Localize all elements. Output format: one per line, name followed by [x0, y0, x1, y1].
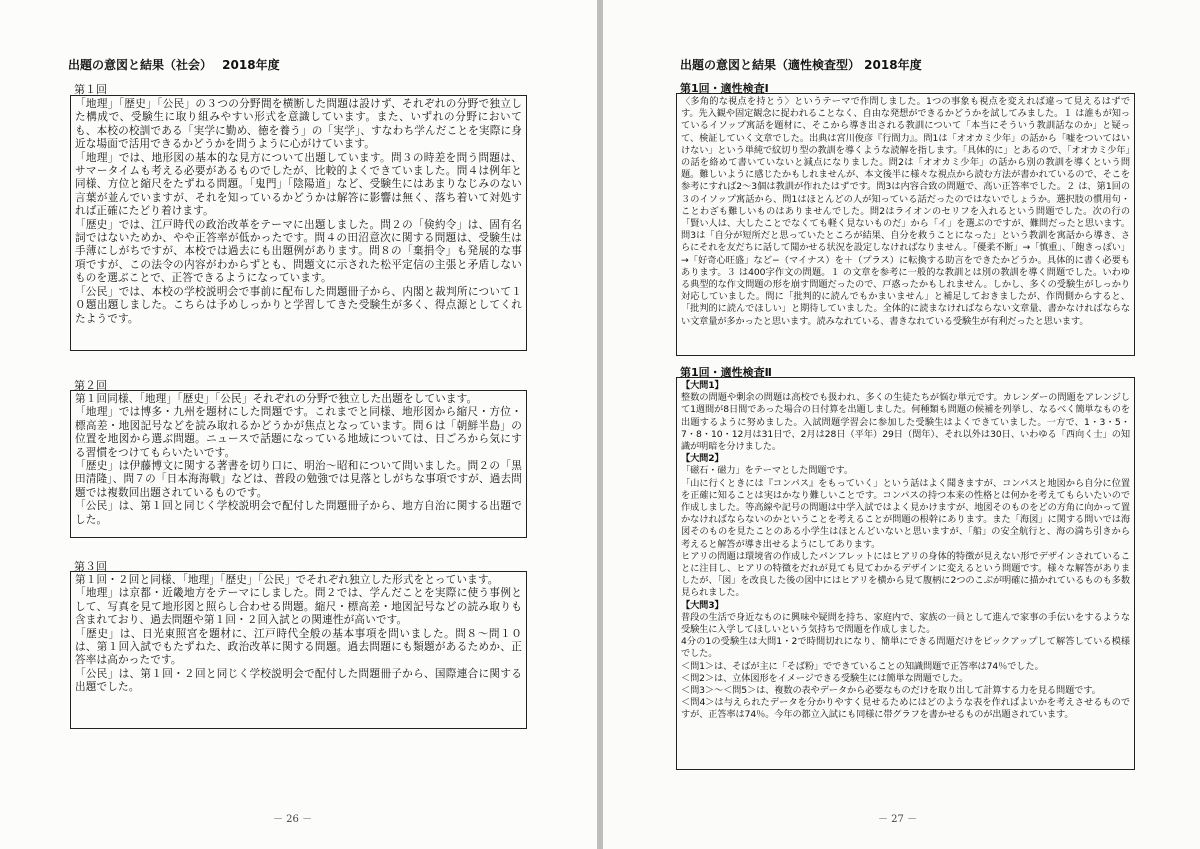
left-page-number: － 26 － [273, 814, 313, 825]
paragraph: 第１回同様、「地理」「歴史」「公民」それぞれの分野で独立した出題をしています。 [75, 393, 478, 405]
paragraph: 「山に行くときには『コンパス』をもっていく」という話はよく聞きますが、コンパスと地図から自分に位置を正確に知ることは実はかなり難しいことです。コンパスの持つ本来の性格とは何かを考えてもらいたいので作成しました。等高線や記号の問題は中学入試ではよく見かけますが、地図そのものをどの方角に向かって置かなければならないのかということを考えることが問題の根幹にあります。また「海図」に関する問いでは海図そのものを見たことのある小学生はほとんどいないと思いますが、「船」の安全航行と、海の満ち引きから考えると解答が導き出せるようにしてあります。 [681, 477, 1130, 550]
section-label-3: 第３回 [74, 560, 107, 573]
paragraph: 整数の問題や剰余の問題は高校でも扱われ、多くの生徒たちが悩む単元です。カレンダーの問題をアレンジして1週間が8日間であった場合の日付算を出題しました。何種類も問題の候補を列挙し、なるべく簡単なものを出題するように努めました。入試問題学習会に参加した受験生はよくできていました。一方で、1・3・5・7・8・10・12月は31日で、2月は28日（平年）29日（閏年）、それ以外は30日、いわゆる「西向く士」の知識が明暗を分けました。 [681, 392, 1130, 453]
section-label-aptitude-1: 第1回・適性検査Ⅰ [680, 82, 769, 95]
paragraph: ＜問2＞は、立体図形をイメージできる受験生には簡単な問題でした。 [681, 672, 969, 684]
paragraph: 「歴史」は伊藤博文に関する著書を切り口に、明治～昭和について問いました。問２の「黒田清隆」、問７の「日本海海戦」などは、普段の勉強では見落としがちな事項ですが、過去問題では複数回出題されているものです。 [75, 460, 522, 499]
right-page [603, 0, 1200, 849]
paragraph: 「公民」では、本校の学校説明会で事前に配布した問題冊子から、内閣と裁判所について１０題出題しました。こちらは予めしっかりと学習してきた受験生が多く、得点源としてくれたようです。 [75, 285, 522, 325]
paragraph: 「公民」は、第１回・２回と同じく学校説明会で配付した問題冊子から、国際連合に関する出題でした。 [75, 667, 522, 694]
section-label-2: 第２回 [74, 379, 107, 392]
section-box-aptitude-1 [676, 93, 1135, 356]
paragraph: 「歴史」は、日光東照宮を題材に、江戸時代全般の基本事項を問いました。問８～問１０は、第１回入試でもたずねた、政治改革に関する問題。過去問題にも類題があるためか、正答率は高かったです。 [75, 627, 522, 667]
paragraph: ＜問1＞は、そばが主に「そば粉」でできていることの知識問題で正答率は74％でした。 [681, 660, 1044, 672]
paragraph: 「公民」は、第１回と同じく学校説明会で配付した問題冊子から、地方自治に関する出題でした。 [75, 500, 522, 526]
subheading: 【大問1】 [681, 380, 724, 391]
right-page-title: 出題の意図と結果（適性検査型） 2018年度 [680, 58, 922, 72]
section-label-aptitude-2: 第1回・適性検査Ⅱ [680, 366, 772, 379]
section-box-3 [70, 571, 527, 729]
subheading: 【大問3】 [681, 599, 724, 611]
paragraph: 「磁石・磁力」をテーマとした問題です。 [681, 465, 853, 477]
section-label-1: 第１回 [74, 83, 107, 96]
paragraph: ＜問3＞～＜問5＞は、複数の表やデータから必要なものだけを取り出して計算する力を見る問題です。 [681, 685, 1101, 697]
paragraph: 普段の生活で身近なものに興味や疑問を持ち、家庭内で、家族の一員として進んで家事の手伝いをするような受験生に入学してほしいという気持ちで問題を作成しました。 [681, 611, 1130, 636]
section-box-2 [70, 390, 527, 538]
paragraph: 〈多角的な視点を持とう〉というテーマで作問しました。1つの事象も視点を変えれば違って見えるはずです。先入観や固定観念に捉われることなく、自由な発想ができるかどうかを試してみました。１ は誰もが知っているイソップ寓話を題材に、そこから導き出される教訓について「本当にそういう教訓話なのか」と疑って、検証していく文章でした。出典は宮川俊彦『行間力』。問1は「オオカミ少年」の話から「嘘をついてはいけない」という単純で紋切り型の教訓を導くような読解を指します。「具体的に」とあるので、「オオカミ少年」の話を絡めて書いていないと減点になりました。問2は「オオカミ少年」の話から別の教訓を導くという問題。難しいように感じたかもしれませんが、本文後半に様々な視点から読む方法が書かれているので、そこを参考にすれば2～3個は教訓が作れたはずです。問3は内容合致の問題で、高い正答率でした。２ は、第1回の３のイソップ寓話から、問1はほとんどの人が知っている話だったのではないでしょうか。選択肢の慣用句・ことわざも難しいものはありませんでした。問2はライオンのセリフを入れるという問題でした。次の行の「賢い人は、大したことでなくても軽く見ないものだ」から「イ」を選ぶのですが、難問だったと思います。問3は「自分が短所だと思っていたところが結果、自分を救うことになった」という教訓を寓話から導き、さらにそれを友だちに話して聞かせる状況を設定しなければなりません。「優柔不断」→「慎重」、「飽きっぽい」→「好奇心旺盛」など−（マイナス）を＋（プラス）に転換する助言をできたかどうか。具体的に書く必要もあります。３ は400字作文の問題。１ の文章を参考に一般的な教訓とは別の教訓を導く問題でした。いわゆる典型的な作文問題の形を崩す問題だったので、戸惑ったかもしれません。しかし、多くの受験生がしっかり対応していました。問に「批判的に読んでもかまいません」と補足しておきましたが、作問側からすると、「批判的に読んでほしい」と期待していました。全体的に読まなければならない文章量、書かなければならない文章量が多かったと思います。読みなれている、書きなれている受験生が有利だったと思います。 [681, 96, 1130, 327]
section-box-aptitude-2 [676, 377, 1135, 770]
paragraph: 「地理」では、地形図の基本的な見方について出題しています。問３の時差を問う問題は、サマータイムも考える必要があるものでしたが、比較的よくできていました。問４は例年と同様、方位と縮尺をたずねる問題。「鬼門」「陰陽道」など、受験生にはあまりなじみのない言葉が並んでいますが、それを知っているかどうかは解答に影響は無く、落ち着いて対処すれば正確にたどり着けます。 [75, 151, 522, 218]
section-box-1 [70, 95, 527, 351]
paragraph: 「地理」では博多・九州を題材にした問題です。これまでと同様、地形図から縮尺・方位・標高差・地図記号などを読み取れるかどうかが焦点となっています。問６は「朝鮮半島」の位置を地図から選ぶ問題。ニュースで話題になっている地域については、日ごろから気にする習慣をつけてもらいたいです。 [75, 406, 522, 459]
subheading: 【大問2】 [681, 453, 724, 465]
paragraph: 「歴史」では、江戸時代の政治改革をテーマに出題しました。問２の「倹約令」は、固有名詞ではないためか、やや正答率が低かったです。問４の田沼意次に関する問題は、受験生は手薄にしがちですが、本校では過去にも出題例があります。問８の「棄捐令」も発展的な事項ですが、この法令の内容がわからずとも、問題文に示された松平定信の主張と矛盾しないものを選ぶことで、正答できるようになっています。 [75, 218, 522, 285]
paragraph: 第１回・２回と同様、「地理」「歴史」「公民」でそれぞれ独立した形式をとっています。 [75, 574, 499, 586]
paragraph: 4分の1の受験生は大問1・2で時間切れになり、簡単にできる問題だけをピックアップして解答している模様でした。 [681, 636, 1130, 660]
right-page-number: － 27 － [878, 814, 918, 825]
left-page-title: 出題の意図と結果（社会） 2018年度 [68, 58, 280, 72]
paragraph: 「地理」「歴史」「公民」の３つの分野間を横断した問題は設けず、それぞれの分野で独立した構成で、受験生に取り組みやすい形式を意識しています。また、いずれの分野においても、本校の校訓である「実学に勤め、徳を養う」の「実学」、すなわち学んだことを実際に身近な場面で活用できるかどうかを問うように心がけています。 [75, 98, 522, 151]
paragraph: ＜問4＞は与えられたデータを分かりやすく見せるためにはどのような表を作ればよいかを考えさせるものですが、正答率は74％。今年の都立入試にも同様に帯グラフを書かせるものが出題されています。 [681, 697, 1130, 721]
paragraph: 「地理」は京都・近畿地方をテーマにしました。問２では、学んだことを実際に使う事例として、写真を見て地形図と照らし合わせる問題。縮尺・標高差・地図記号などの読み取りも含まれており、過去問題や第１回・２回入試との関連性が高いです。 [75, 587, 522, 627]
paragraph: ヒアリの問題は環境省の作成したパンフレットにはヒアリの身体的特徴が見えない形でデザインされていることに注目し、ヒアリの特徴をだれが見ても見てわかるデザインに変えるという問題です。様々な解答がありましたが、「図」を改良した後の図中にはヒアリを横から見て腹柄に2つのこぶが明確に描かれているものも多数見られました。 [681, 550, 1130, 599]
left-page [0, 0, 597, 849]
